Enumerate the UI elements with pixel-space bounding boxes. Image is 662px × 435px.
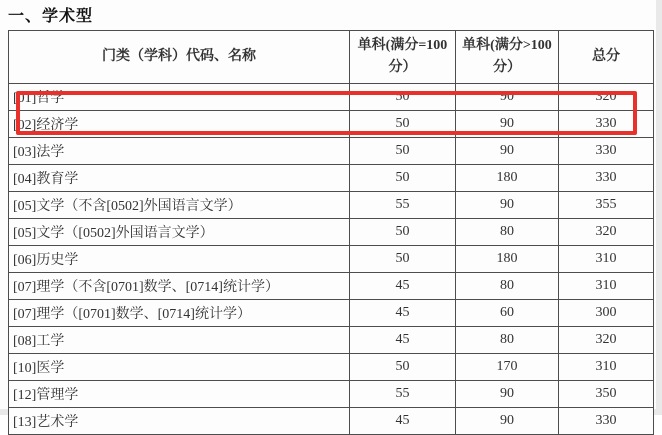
score-100-cell: 50 — [350, 246, 456, 273]
total-cell: 320 — [559, 219, 654, 246]
col-header-single-over100: 单科(满分>100分） — [456, 31, 559, 84]
category-cell: [04]教育学 — [9, 165, 350, 192]
table-row-highlighted — [9, 111, 654, 138]
category-cell: [12]管理学 — [9, 381, 350, 408]
category-cell: [05]文学（不含[0502]外国语言文学） — [9, 192, 350, 219]
category-cell: [03]法学 — [9, 138, 350, 165]
col-header-category: 门类（学科）代码、名称 — [9, 31, 350, 84]
score-gt100-cell: 90 — [456, 84, 559, 111]
table-row — [9, 165, 654, 192]
score-gt100-cell: 180 — [456, 165, 559, 192]
score-100-cell: 45 — [350, 300, 456, 327]
score-100-cell: 50 — [350, 219, 456, 246]
table-row — [9, 327, 654, 354]
total-cell: 310 — [559, 273, 654, 300]
table-row — [9, 273, 654, 300]
score-100-cell: 50 — [350, 138, 456, 165]
score-100-cell: 50 — [350, 165, 456, 192]
score-100-cell: 50 — [350, 354, 456, 381]
category-cell: [06]历史学 — [9, 246, 350, 273]
category-cell: [01]哲学 — [9, 84, 350, 111]
score-100-cell: 45 — [350, 273, 456, 300]
total-cell: 310 — [559, 246, 654, 273]
total-cell: 310 — [559, 354, 654, 381]
table-row — [9, 381, 654, 408]
table-row — [9, 219, 654, 246]
table-row — [9, 192, 654, 219]
category-cell: [02]经济学 — [9, 111, 350, 138]
category-cell: [07]理学（不含[0701]数学、[0714]统计学） — [9, 273, 350, 300]
table-row — [9, 408, 654, 435]
score-gt100-cell: 90 — [456, 381, 559, 408]
col-header-total: 总分 — [559, 31, 654, 84]
score-gt100-cell: 90 — [456, 111, 559, 138]
table-body — [9, 84, 654, 435]
total-cell: 330 — [559, 138, 654, 165]
score-gt100-cell: 90 — [456, 192, 559, 219]
table-row — [9, 300, 654, 327]
table-row — [9, 84, 654, 111]
table-row — [9, 246, 654, 273]
total-cell: 350 — [559, 381, 654, 408]
total-cell: 330 — [559, 408, 654, 435]
table-header — [9, 31, 654, 84]
category-cell: [05]文学（[0502]外国语言文学） — [9, 219, 350, 246]
score-gt100-cell: 80 — [456, 273, 559, 300]
score-gt100-cell: 180 — [456, 246, 559, 273]
total-cell: 355 — [559, 192, 654, 219]
total-cell: 330 — [559, 165, 654, 192]
score-100-cell: 50 — [350, 111, 456, 138]
score-gt100-cell: 60 — [456, 300, 559, 327]
score-gt100-cell: 80 — [456, 219, 559, 246]
total-cell: 320 — [559, 327, 654, 354]
header-row — [9, 31, 654, 84]
table-row — [9, 138, 654, 165]
score-100-cell: 55 — [350, 192, 456, 219]
category-cell: [07]理学（[0701]数学、[0714]统计学） — [9, 300, 350, 327]
page-title: 一、学术型 — [8, 8, 94, 25]
total-cell: 330 — [559, 111, 654, 138]
score-gt100-cell: 90 — [456, 408, 559, 435]
score-gt100-cell: 80 — [456, 327, 559, 354]
total-cell: 300 — [559, 300, 654, 327]
score-100-cell: 45 — [350, 408, 456, 435]
score-100-cell: 55 — [350, 381, 456, 408]
col-header-single-full100: 单科(满分=100分） — [350, 31, 456, 84]
score-100-cell: 50 — [350, 84, 456, 111]
score-gt100-cell: 90 — [456, 138, 559, 165]
category-cell: [13]艺术学 — [9, 408, 350, 435]
score-100-cell: 45 — [350, 327, 456, 354]
category-cell: [10]医学 — [9, 354, 350, 381]
score-lines-table — [8, 30, 654, 435]
score-gt100-cell: 170 — [456, 354, 559, 381]
total-cell: 320 — [559, 84, 654, 111]
table-row — [9, 354, 654, 381]
category-cell: [08]工学 — [9, 327, 350, 354]
